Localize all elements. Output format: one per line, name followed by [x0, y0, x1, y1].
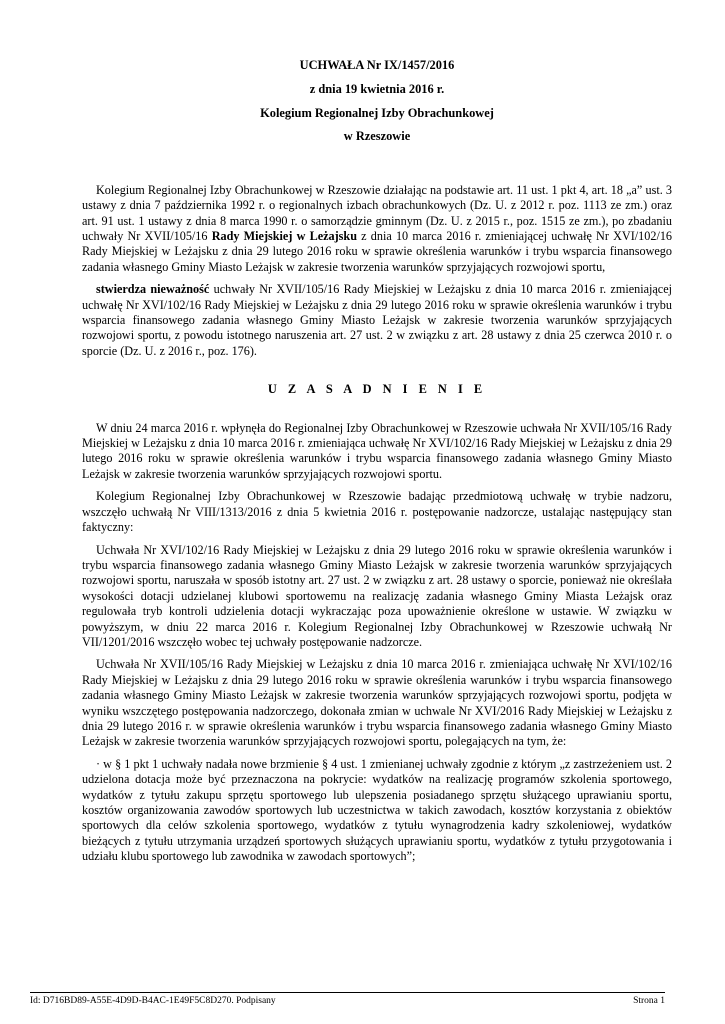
justification-title: U Z A S A D N I E N I E [267, 382, 487, 397]
document-id: Id: D716BD89-A55E-4D9D-B4AC-1E49F5C8D270. Podpisany [30, 996, 276, 1006]
intro-text-1: Kolegium Regionalnej Izby Obrachunkowej w Rzeszowie działając na podstawie art. 11 ust. 1 pkt 4, art. 18 „a” ust. 3 ustawy z dnia 7 października 1992 r. o regionalnych izbach obrachunkowych (Dz. U. z 2012 r. poz. 1113 ze zm.) oraz art. 91 ust. 1 ustawy z dnia 8 marca 1990 r. o samorządzie gminnym (Dz. U. z 2015 r., poz. 1515 ze zm.), po zbadaniu uchwały Nr XVII/105/16 [82, 182, 672, 244]
decision-verdict: stwierdza nieważność [96, 282, 210, 297]
footer-divider [30, 992, 665, 993]
justification-paragraph: Kolegium Regionalnej Izby Obrachunkowej w Rzeszowie badając przedmiotową uchwałę w trybie nadzoru, wszczęło uchwałą Nr VIII/1313/2016 z dnia 5 kwietnia 2016 r. postępowanie nadzorcze, ustalając następujący stan faktyczny: [82, 489, 672, 535]
intro-paragraph [82, 183, 672, 275]
document-body [82, 58, 672, 865]
intro-text-2: z dnia 10 marca 2016 r. zmieniającej uchwałę Nr XVI/102/16 Rady Miejskiej w Leżajsku z dnia 29 lutego 2016 roku w sprawie określenia warunków i trybu wsparcia finansowego zadania własnego Gminy Miasto Leżajsk w zakresie tworzenia warunków sprzyjających rozwojowi sportu, [82, 229, 673, 274]
resolution-number: UCHWAŁA Nr IX/1457/2016 [299, 58, 455, 72]
justification-paragraph: Uchwała Nr XVI/102/16 Rady Miejskiej w Leżajsku z dnia 29 lutego 2016 roku w sprawie określenia warunków i trybu wsparcia finansowego zadania własnego Gminy Miasto Leżajsk w zakresie tworzenia warunków sprzyjających rozwojowi sportu, naruszała w sposób istotny art. 27 ust. 2 w związku z art. 28 ustawy o sporcie, ponieważ nie określała wysokości dotacji udzielanej klubowi sportowemu na realizację zadania własnego Gminy Miasta Leżajsk oraz regulowała tryb kontroli udzielenia dotacji wykraczając poza upoważnienie określone w ustawie. W związku w powyższym, w dniu 22 marca 2016 r. Kolegium Regionalnej Izby Obrachunkowej w Rzeszowie uchwałą Nr VII/1201/2016 wszczęło wobec tej uchwały postępowanie nadzorcze. [82, 542, 672, 649]
justification-bullet: · w § 1 pkt 1 uchwały nadała nowe brzmienie § 4 ust. 1 zmienianej uchwały zgodnie z którym „z zastrzeżeniem ust. 2 udzielona dotacja może być przeznaczona na pokrycie: wydatków na realizację programów szkolenia sportowego, wydatków z tytułu zakupu sprzętu sportowego lub ulepszenia posiadanego sprzętu służącego uprawianiu sportu, kosztów organizowania zawodów sportowych lub uczestnictwa w takich zawodach, kosztów korzystania z obiektów sportowych dla celów szkolenia sportowego, wydatków z tytułu wynagrodzenia kadry szkoleniowej, wydatków bieżących z tytułu utrzymania urządzeń sportowych służących uprawianiu sportu, wydatków z tytułu przygotowania i udziału klubu sportowego lub zawodnika w zawodach sportowych”; [82, 756, 672, 864]
decision-paragraph [82, 282, 672, 359]
decision-text: uchwały Nr XVII/105/16 Rady Miejskiej w Leżajsku z dnia 10 marca 2016 r. zmieniającej uchwałę Nr XVI/102/16 Rady Miejskiej w Leżajsku z dnia 29 lutego 2016 roku w sprawie określenia warunków i trybu wsparcia finansowego zadania własnego Gminy Miasto Leżajsk w zakresie tworzenia warunków sprzyjających rozwojowi sportu, z powodu istotnego naruszenia art. 27 ust. 2 w związku z art. 28 ustawy z dnia 25 czerwca 2010 r. o sporcie (Dz. U. z 2016 r., poz. 176). [82, 282, 673, 358]
justification-paragraph: W dniu 24 marca 2016 r. wpłynęła do Regionalnej Izby Obrachunkowej w Rzeszowie uchwała Nr XVII/105/16 Rady Miejskiej w Leżajsku z dnia 10 marca 2016 r. zmieniająca uchwałę Nr XVI/102/16 Rady Miejskiej w Leżajsku z dnia 29 lutego 2016 roku w sprawie określenia warunków i trybu wsparcia finansowego zadania własnego Gminy Miasto Leżajsk w zakresie tworzenia warunków sprzyjających rozwojowi sportu. [82, 420, 672, 481]
intro-council-name: Rady Miejskiej w Leżajsku [211, 229, 357, 244]
issuing-location: w Rzeszowie [343, 129, 411, 144]
page-number: Strona 1 [633, 996, 665, 1006]
justification-paragraph: Uchwała Nr XVII/105/16 Rady Miejskiej w Leżajsku z dnia 10 marca 2016 r. zmieniająca uchwałę Nr XVI/102/16 Rady Miejskiej w Leżajsku z dnia 29 lutego 2016 roku w sprawie określenia warunków i trybu wsparcia finansowego zadania własnego Gminy Miasto Leżajsk w zakresie tworzenia warunków sprzyjających rozwojowi sportu, podjęta w wyniku wszczętego postępowania nadzorczego, dokonała zmian w uchwale Nr XVI/2016 Rady Miejskiej w Leżajsku z dnia 29 lutego 2016 r. w sprawie określenia warunków i trybu wsparcia finansowego zadania własnego Gminy Miasto Leżajsk w zakresie tworzenia warunków sprzyjających rozwojowi sportu, polegających na tym, że: [82, 657, 672, 749]
resolution-date: z dnia 19 kwietnia 2016 r. [309, 81, 445, 96]
issuing-body: Kolegium Regionalnej Izby Obrachunkowej [260, 105, 494, 120]
